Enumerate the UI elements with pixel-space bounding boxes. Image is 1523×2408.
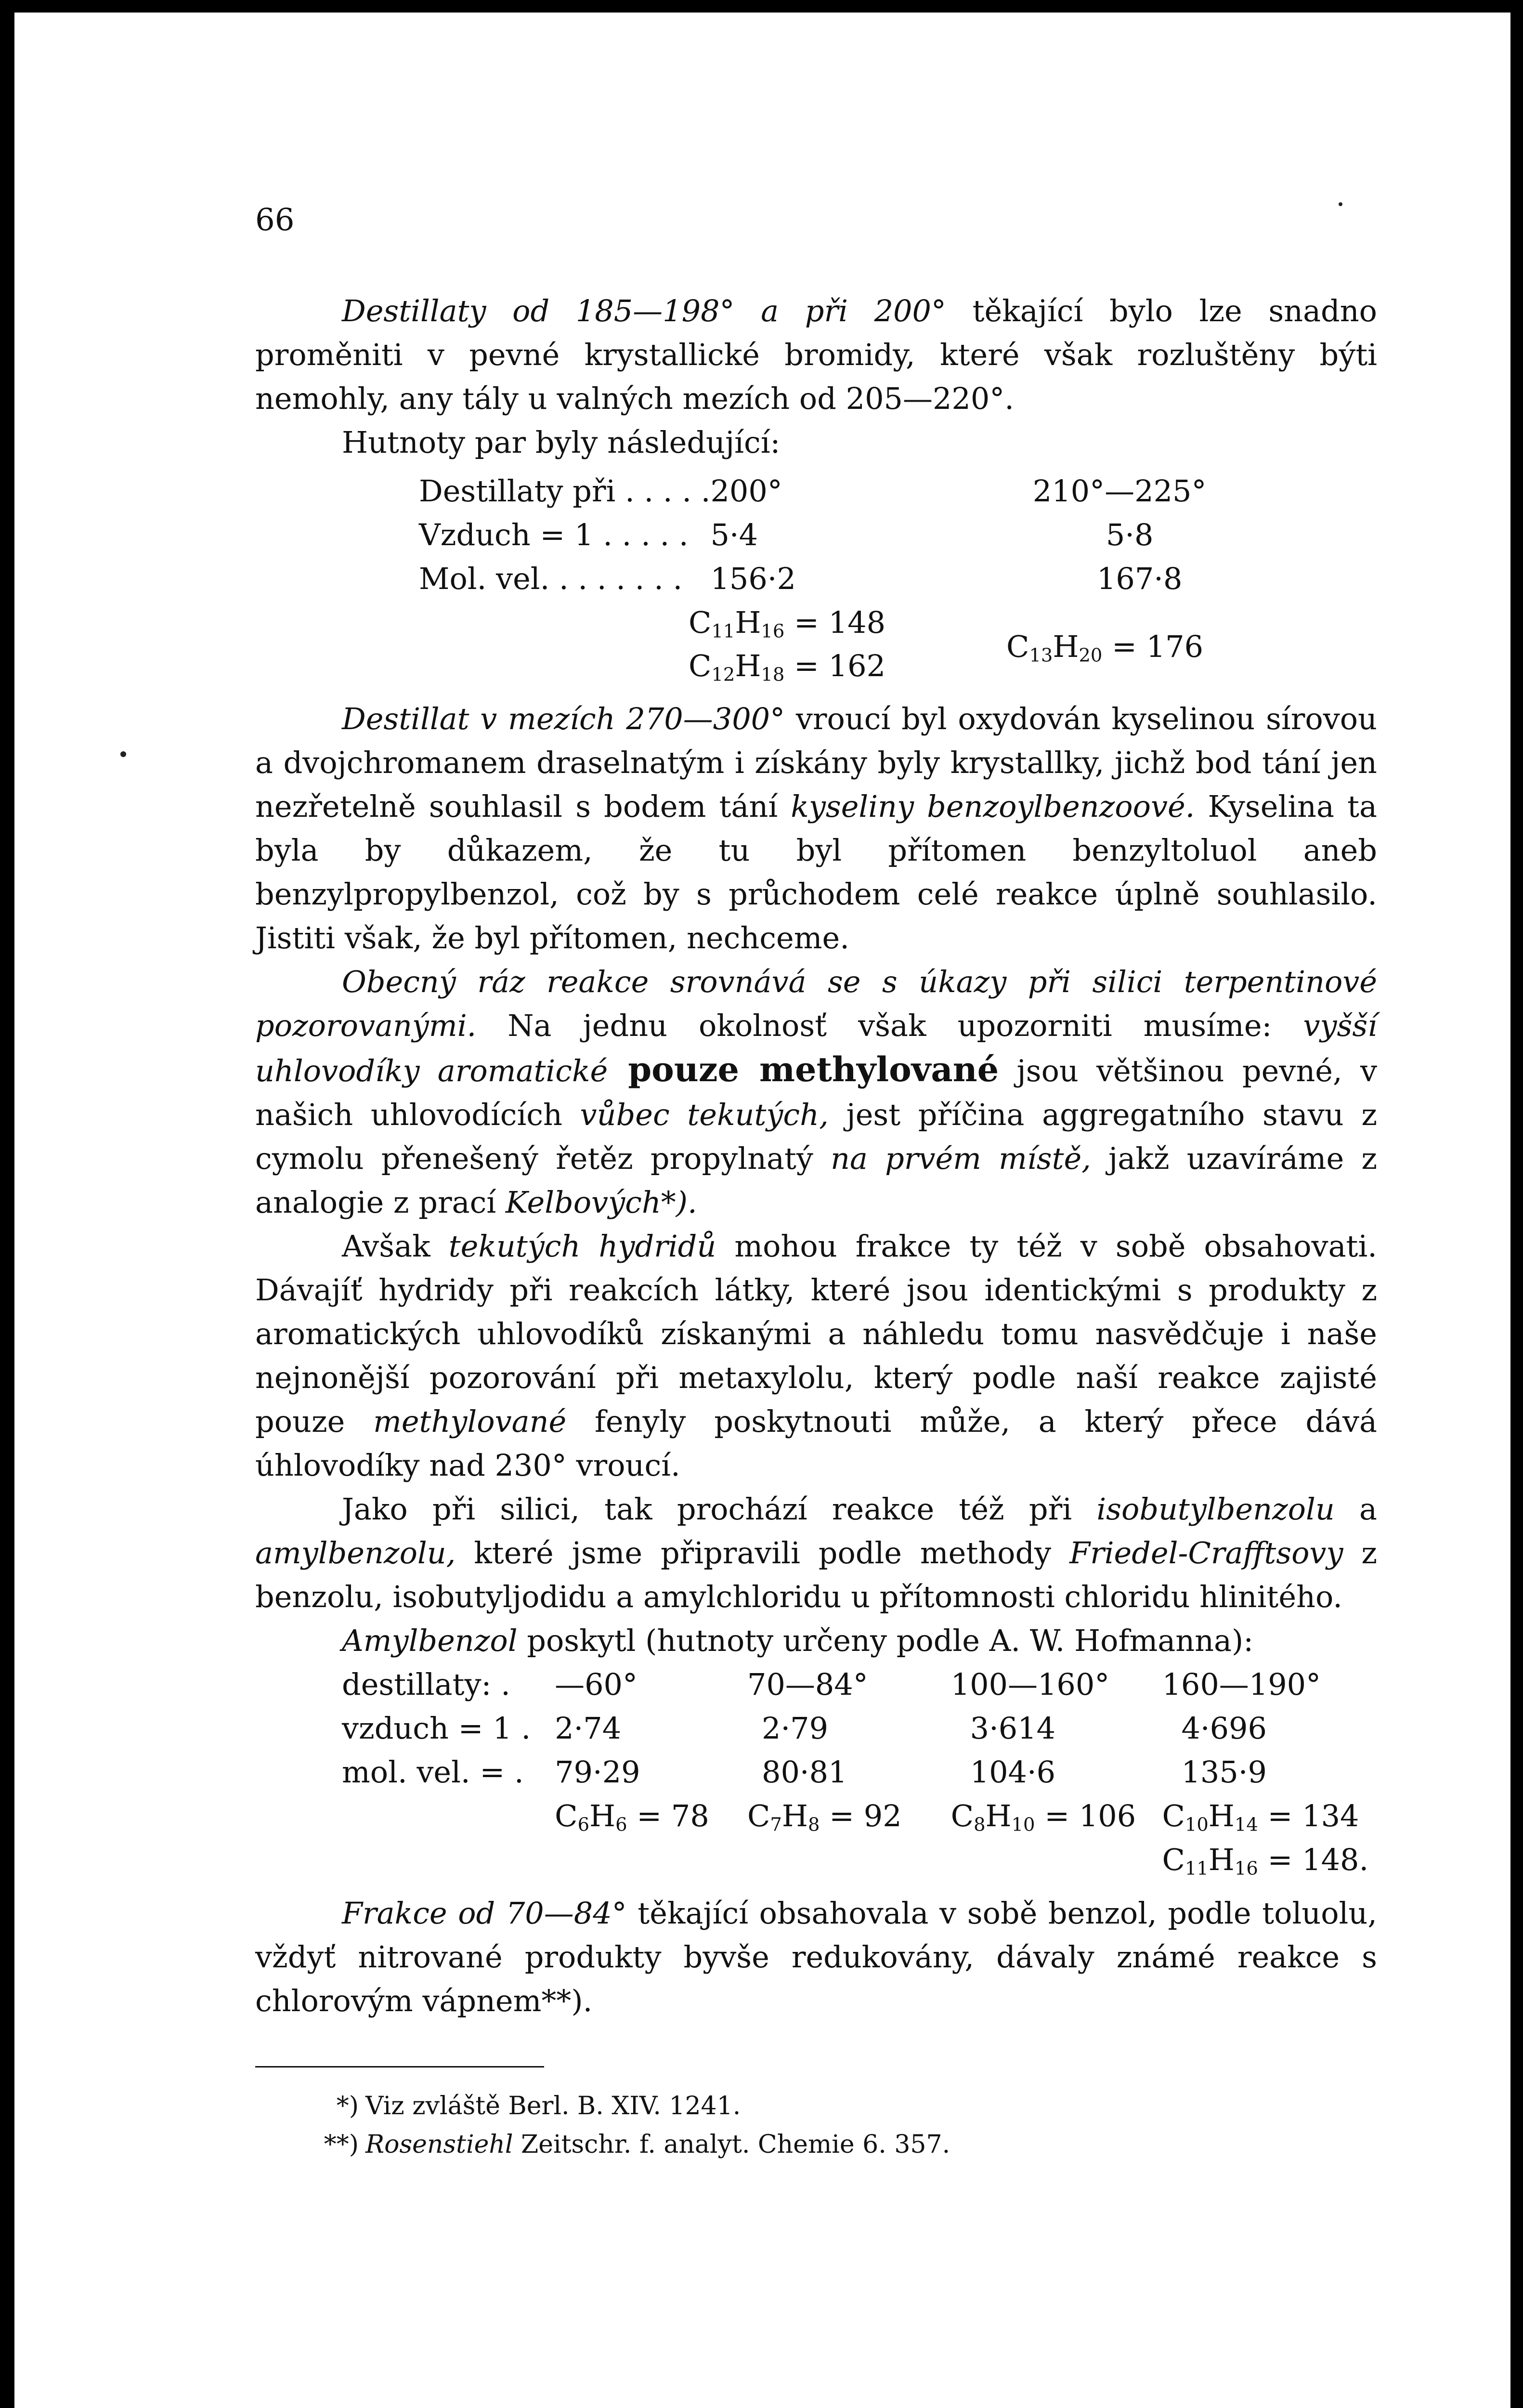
para4-italic2: vyšší uhlovodíky aromatické	[255, 1008, 1377, 1088]
paragraph-2: Hutnoty par byly následující:	[342, 425, 781, 460]
para8-text: těkající obsahovala v sobě benzol, podle toluolu, vždyť nitrované produkty byvše redukovány, dávaly známé reakce s chlorovým vápnem**).	[255, 1896, 1377, 2018]
paragraph-4	[255, 960, 1377, 1224]
footnote-author: Rosenstiehl	[365, 2130, 513, 2159]
cell: 135·9	[1181, 1754, 1267, 1790]
paragraph-3	[255, 697, 1377, 960]
cell: 3·614	[970, 1711, 1056, 1746]
cell: 79·29	[555, 1754, 640, 1790]
para4-italic: Obecný ráz reakce srovnává se s úkazy při silici terpentinové pozorovanými.	[255, 964, 1377, 1043]
footnote	[301, 2125, 1377, 2164]
para4-text3: jest příčina aggregatního stavu z cymolu přenešený řetěz propylnatý	[255, 1097, 1377, 1176]
formula: $C_{13}H_{20} = 176$	[1006, 629, 1204, 667]
formula: $C_6H_6 = 78$	[555, 1798, 709, 1836]
cell: 200°	[710, 473, 782, 509]
cell: 70—84°	[747, 1667, 868, 1702]
vapor-density-table	[419, 469, 1206, 601]
para1-italic: Destillaty od 185—198° a při 200°	[342, 293, 946, 328]
para6-text3: které jsme připravili podle methody	[456, 1535, 1070, 1570]
para6-text2: a	[1334, 1492, 1377, 1527]
cell: 167·8	[1096, 561, 1183, 596]
para6-italic3: Friedel-Crafftsovy	[1069, 1535, 1343, 1570]
scan-speck	[1339, 202, 1342, 206]
footnote-divider	[255, 2066, 544, 2068]
para7-text: poskytl (hutnoty určeny podle A. W. Hofmanna):	[517, 1623, 1254, 1658]
table-row	[419, 469, 1206, 513]
amylbenzol-table	[342, 1662, 1377, 1882]
table-row	[419, 513, 1206, 557]
footnote-mark: **)	[324, 2130, 359, 2159]
formula: $C_{12}H_{18} = 162$	[689, 648, 886, 686]
table-row	[419, 557, 1206, 601]
para4-italic4: na prvém místě,	[831, 1141, 1091, 1176]
para5-text2: mohou frakce ty též v sobě obsahovati. Dávajíť hydridy při reakcích látky, které jsou identickými s produkty z aromatických uhlovodíků získanými a náhledu tomu nasvědčuje i naše nejnonější pozorování při metaxylolu, který podle naší reakce zajisté pouze	[255, 1229, 1377, 1439]
cell: 2·79	[762, 1711, 829, 1746]
para5-italic2: methylované	[373, 1404, 567, 1439]
para4-italic3: vůbec tekutých,	[580, 1097, 829, 1132]
empty-cell	[342, 1838, 1162, 1882]
para6-text4: z benzolu, isobutyljodidu a amylchloridu u přítomnosti chloridu hlinitého.	[255, 1535, 1377, 1614]
formula: $C_8H_{10} = 106$	[950, 1798, 1136, 1836]
empty-cell	[342, 1794, 555, 1838]
table-row	[342, 1794, 1377, 1838]
cell: 4·696	[1181, 1711, 1267, 1746]
para6-italic2: amylbenzolu,	[255, 1535, 456, 1570]
footnote	[301, 2087, 1377, 2125]
table-row	[342, 1838, 1377, 1882]
paragraph-5	[255, 1224, 1377, 1487]
cell: 2·74	[555, 1711, 622, 1746]
para4-italic5: Kelbových*).	[505, 1185, 697, 1220]
cell: 160—190°	[1162, 1667, 1321, 1702]
row-label: Vzduch = 1 . . . . .	[419, 517, 689, 552]
formula: $C_{11}H_{16} = 148$	[689, 605, 886, 642]
para1-text: těkající bylo lze snadno proměniti v pevné krystallické bromidy, které však rozluštěny býti nemohly, any tály u valných mezích od 205—220°.	[255, 293, 1378, 416]
paragraph-6	[255, 1487, 1377, 1619]
cell: 104·6	[970, 1754, 1056, 1790]
footnote-text: Viz zvláště Berl. B. XIV. 1241.	[365, 2092, 741, 2120]
cell: 210°—225°	[1032, 473, 1207, 509]
cell: 5·4	[710, 517, 758, 552]
page-body	[255, 289, 1377, 2164]
para7-italic: Amylbenzol	[342, 1623, 518, 1658]
para6-text: Jako při silici, tak prochází reakce též při	[342, 1492, 1097, 1527]
row-label: Destillaty při . . . . .	[419, 473, 711, 509]
cell: 5·8	[1106, 517, 1154, 552]
paragraph-1	[255, 289, 1377, 420]
row-label: Mol. vel. . . . . . . .	[419, 561, 683, 596]
cell: 156·2	[710, 561, 796, 596]
para4-text: Na jednu okolnosť však upozorniti musíme:	[476, 1008, 1303, 1043]
row-label: destillaty: .	[342, 1667, 510, 1702]
scan-speck	[120, 751, 126, 757]
paragraph-7	[255, 1619, 1377, 1662]
para5-text: Avšak	[342, 1229, 449, 1264]
formula: $C_{10}H_{14} = 134$	[1162, 1798, 1359, 1836]
para3-italic: Destillat v mezích 270—300°	[342, 701, 785, 736]
formula-block-1	[255, 601, 1377, 697]
formula: $C_7H_8 = 92$	[747, 1798, 902, 1836]
formula: $C_{11}H_{16} = 148$.	[1162, 1842, 1369, 1880]
page-number: 66	[255, 202, 295, 238]
para8-italic: Frakce od 70—84°	[342, 1896, 627, 1931]
para4-text2: jsou většinou pevné, v našich uhlovodících	[255, 1053, 1377, 1132]
para6-italic: isobutylbenzolu	[1096, 1492, 1335, 1527]
para3-text: vroucí byl oxydován kyselinou sírovou a dvojchromanem draselnatým i získány byly krystallky, jichž bod tání jen nezřetelně souhlasil s bodem tání	[255, 701, 1377, 824]
cell: —60°	[555, 1667, 638, 1702]
cell: 100—160°	[950, 1667, 1110, 1702]
para4-text4: jakž uzavíráme z analogie z prací	[255, 1141, 1377, 1220]
cell: 80·81	[762, 1754, 847, 1790]
para3-text2: Kyselina ta byla by důkazem, že tu byl přítomen benzyltoluol aneb benzylpropylbenzol, což by s průchodem celé reakce úplně souhlasilo. Jistiti však, že byl přítomen, nechceme.	[255, 789, 1377, 955]
table-row	[342, 1706, 1377, 1750]
paragraph-8	[255, 1891, 1377, 2023]
footnote-text: Zeitschr. f. analyt. Chemie 6. 357.	[513, 2130, 950, 2159]
footnote-mark: *)	[336, 2092, 359, 2120]
para5-text3: fenyly poskytnouti může, a který přece dává úhlovodíky nad 230° vroucí.	[255, 1404, 1377, 1483]
table-row	[342, 1750, 1377, 1794]
para5-italic: tekutých hydridů	[448, 1229, 716, 1264]
table-row	[342, 1662, 1377, 1706]
para3-italic2: kyseliny benzoylbenzoové.	[791, 789, 1195, 824]
para4-bold: pouze methylované	[608, 1049, 999, 1089]
row-label: vzduch = 1 .	[342, 1711, 531, 1746]
row-label: mol. vel. = .	[342, 1754, 524, 1790]
